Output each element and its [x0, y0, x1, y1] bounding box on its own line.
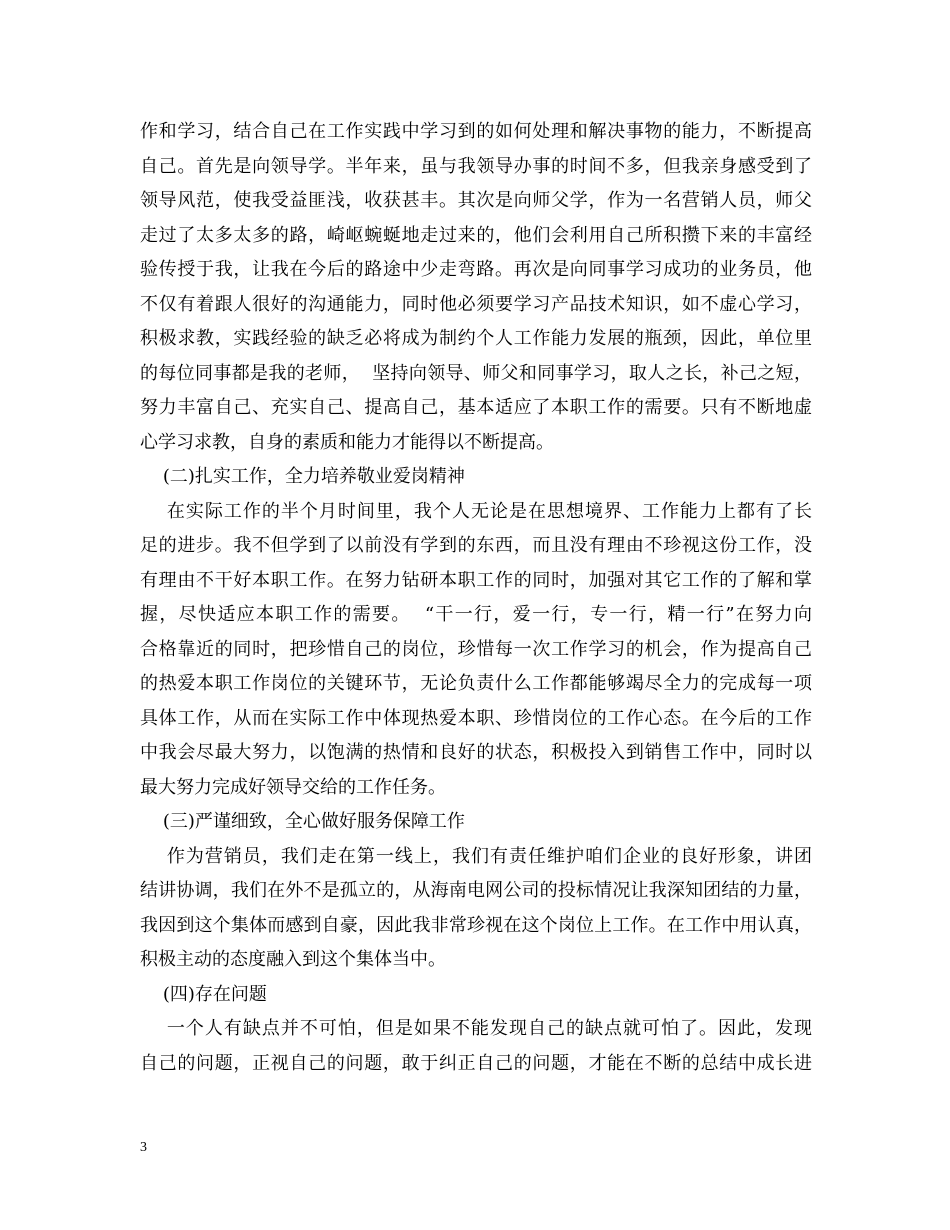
section-heading: (四)存在问题 — [140, 983, 267, 1005]
document-body — [140, 115, 812, 1081]
section-heading: (三)严谨细致，全心做好服务保障工作 — [140, 811, 465, 832]
text-line: 心学习求教，自身的素质和能力才能得以不断提高。 — [140, 431, 554, 453]
text-line: 自己。首先是向领导学。半年来，虽与我领导办事的时间不多，但我亲身感受到了 — [140, 155, 812, 177]
text-line: 合格靠近的同时，把珍惜自己的岗位，珍惜每一次工作学习的机会，作为提高自己 — [140, 638, 812, 660]
text-line: 握，尽快适应本职工作的需要。 “干一行，爱一行，专一行，精一行”在努力向 — [140, 604, 812, 625]
text-line: 努力丰富自己、充实自己、提高自己，基本适应了本职工作的需要。只有不断地虚 — [140, 397, 812, 418]
text-line: 一个人有缺点并不可怕，但是如果不能发现自己的缺点就可怕了。因此，发现 — [140, 1018, 812, 1039]
text-line: 走过了太多太多的路，崎岖蜿蜒地走过来的，他们会利用自己所积攒下来的丰富经 — [140, 224, 812, 246]
text-line: 作为营销员，我们走在第一线上，我们有责任维护咱们企业的良好形象，讲团 — [140, 845, 812, 867]
text-line: 有理由不干好本职工作。在努力钻研本职工作的同时，加强对其它工作的了解和掌 — [140, 569, 812, 591]
text-line: 不仅有着跟人很好的沟通能力，同时他必须要学习产品技术知识，如不虚心学习， — [140, 293, 812, 315]
page-number: 3 — [140, 1140, 147, 1155]
text-line: 的热爱本职工作岗位的关键环节，无论负责什么工作都能够竭尽全力的完成每一项 — [140, 673, 812, 694]
text-line: 中我会尽最大努力，以饱满的热情和良好的状态，积极投入到销售工作中，同时以 — [140, 742, 812, 763]
text-line: 最大努力完成好领导交给的工作任务。 — [140, 776, 446, 798]
text-line: 足的进步。我不但学到了以前没有学到的东西，而且没有理由不珍视这份工作，没 — [140, 535, 812, 556]
text-line: 积极求教，实践经验的缺乏必将成为制约个人工作能力发展的瓶颈，因此，单位里 — [140, 328, 812, 349]
section-heading: (二)扎实工作，全力培养敬业爱岗精神 — [140, 466, 465, 487]
text-line: 具体工作，从而在实际工作中体现热爱本职、珍惜岗位的工作心态。在今后的工作 — [140, 707, 812, 729]
text-line: 我因到这个集体而感到自豪，因此我非常珍视在这个岗位上工作。在工作中用认真， — [140, 914, 812, 936]
text-line: 积极主动的态度融入到这个集体当中。 — [140, 949, 446, 970]
text-line: 的每位同事都是我的老师， 坚持向领导、师父和同事学习，取人之长，补己之短， — [140, 362, 812, 384]
text-line: 验传授于我，让我在今后的路途中少走弯路。再次是向同事学习成功的业务员，他 — [140, 259, 812, 280]
text-line: 结讲协调，我们在外不是孤立的，从海南电网公司的投标情况让我深知团结的力量， — [140, 880, 812, 901]
text-line: 自己的问题，正视自己的问题，敢于纠正自己的问题，才能在不断的总结中成长进 — [140, 1052, 812, 1074]
text-line: 在实际工作的半个月时间里，我个人无论是在思想境界、工作能力上都有了长 — [140, 500, 812, 522]
text-line: 作和学习，结合自己在工作实践中学习到的如何处理和解决事物的能力，不断提高 — [140, 121, 812, 142]
text-line: 领导风范，使我受益匪浅，收获甚丰。其次是向师父学，作为一名营销人员，师父 — [140, 190, 812, 211]
